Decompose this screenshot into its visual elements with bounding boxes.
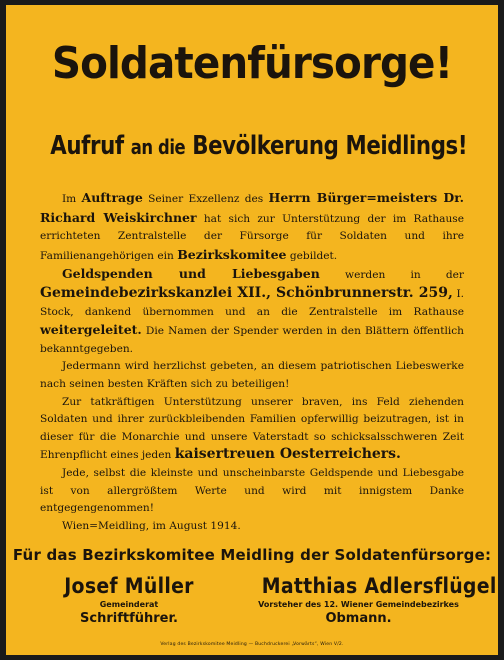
paragraph-5: Jede, selbst die kleinste und unscheinbarste Geldspende und Liebesgabe ist von allergrößtem Werte und wird mit innigstem Danke entgegengenommen!	[40, 466, 464, 515]
p2-emph: Geldspenden und Liebesgaben	[62, 266, 320, 282]
p1-text: Im	[62, 193, 82, 205]
paragraph-4	[40, 394, 464, 465]
p4-emph: kaisertreuen Oesterreichers.	[174, 446, 401, 463]
printer-imprint: Verlag des Bezirkskomitee Meidling — Buchdruckerei „Vorwärts“, Wien V/2.	[160, 642, 344, 647]
p2-text: werden in der	[319, 269, 464, 282]
p1-emph: Herrn Bürger=meisters Dr. Richard Weiskirchner	[40, 190, 464, 225]
p4-text: Zur tatkräftigen Unterstützung unserer braven, ins Feld ziehenden Soldaten und ihrer zurückbleibenden Familien opferwillig beizutragen, ist in dieser für die Monarchie und unsere Vaterstadt so schicksalsschweren Zeit Ehrenpflicht eines jeden	[40, 395, 464, 462]
p1-emph: Bezirkskomitee	[177, 246, 287, 262]
poster-title: Soldatenfürsorge!	[51, 38, 453, 89]
signature-chairman	[251, 573, 497, 627]
date-line: Wien=Meidling, im August 1914.	[62, 519, 241, 532]
p1-text: gebildet.	[286, 249, 338, 262]
subtitle-part-a: Aufruf	[50, 131, 124, 161]
subtitle-part-c: Bevölkerung Meidlings!	[192, 131, 468, 161]
signatory-function: Obmann.	[325, 611, 392, 626]
poster-subtitle	[50, 130, 468, 163]
signatory-name: Matthias Adlersflügel	[261, 574, 497, 598]
p2-text: Die Namen der Spender werden in den Blättern öffentlich bekanntgegeben.	[40, 325, 464, 355]
paragraph-1	[40, 189, 464, 265]
signature-secretary	[54, 573, 204, 627]
p2-address: Gemeindebezirkskanzlei XII., Schönbrunnerstr. 259,	[40, 284, 453, 301]
signatory-role: Gemeinderat	[99, 600, 159, 609]
p2-text: I. Stock, dankend übernommen und an die Zentralstelle im Rathause	[40, 287, 464, 318]
paragraph-2	[40, 265, 464, 358]
subtitle-part-b: an die	[130, 135, 186, 159]
signatory-name: Josef Müller	[64, 574, 194, 598]
appeal-body	[40, 189, 464, 535]
poster	[6, 5, 498, 655]
p2-emph: weitergeleitet.	[40, 322, 142, 338]
signatory-function: Schriftführer.	[80, 611, 178, 626]
committee-heading: Für das Bezirkskomitee Meidling der Soldatenfürsorge:	[12, 546, 492, 564]
p1-emph: Auftrage	[81, 190, 143, 205]
p1-text: hat sich zur Unterstützung der im Rathause errichteten Zentralstelle der Fürsorge für Soldaten und ihre Familienangehörigen ein	[40, 212, 464, 262]
p1-text: Seiner Exzellenz des	[142, 193, 269, 205]
signatory-role: Vorsteher des 12. Wiener Gemeindebezirkes	[258, 600, 459, 609]
paragraph-3: Jedermann wird herzlichst gebeten, an diesem patriotischen Liebeswerke nach seinen besten Kräften sich zu beteiligen!	[40, 360, 464, 390]
